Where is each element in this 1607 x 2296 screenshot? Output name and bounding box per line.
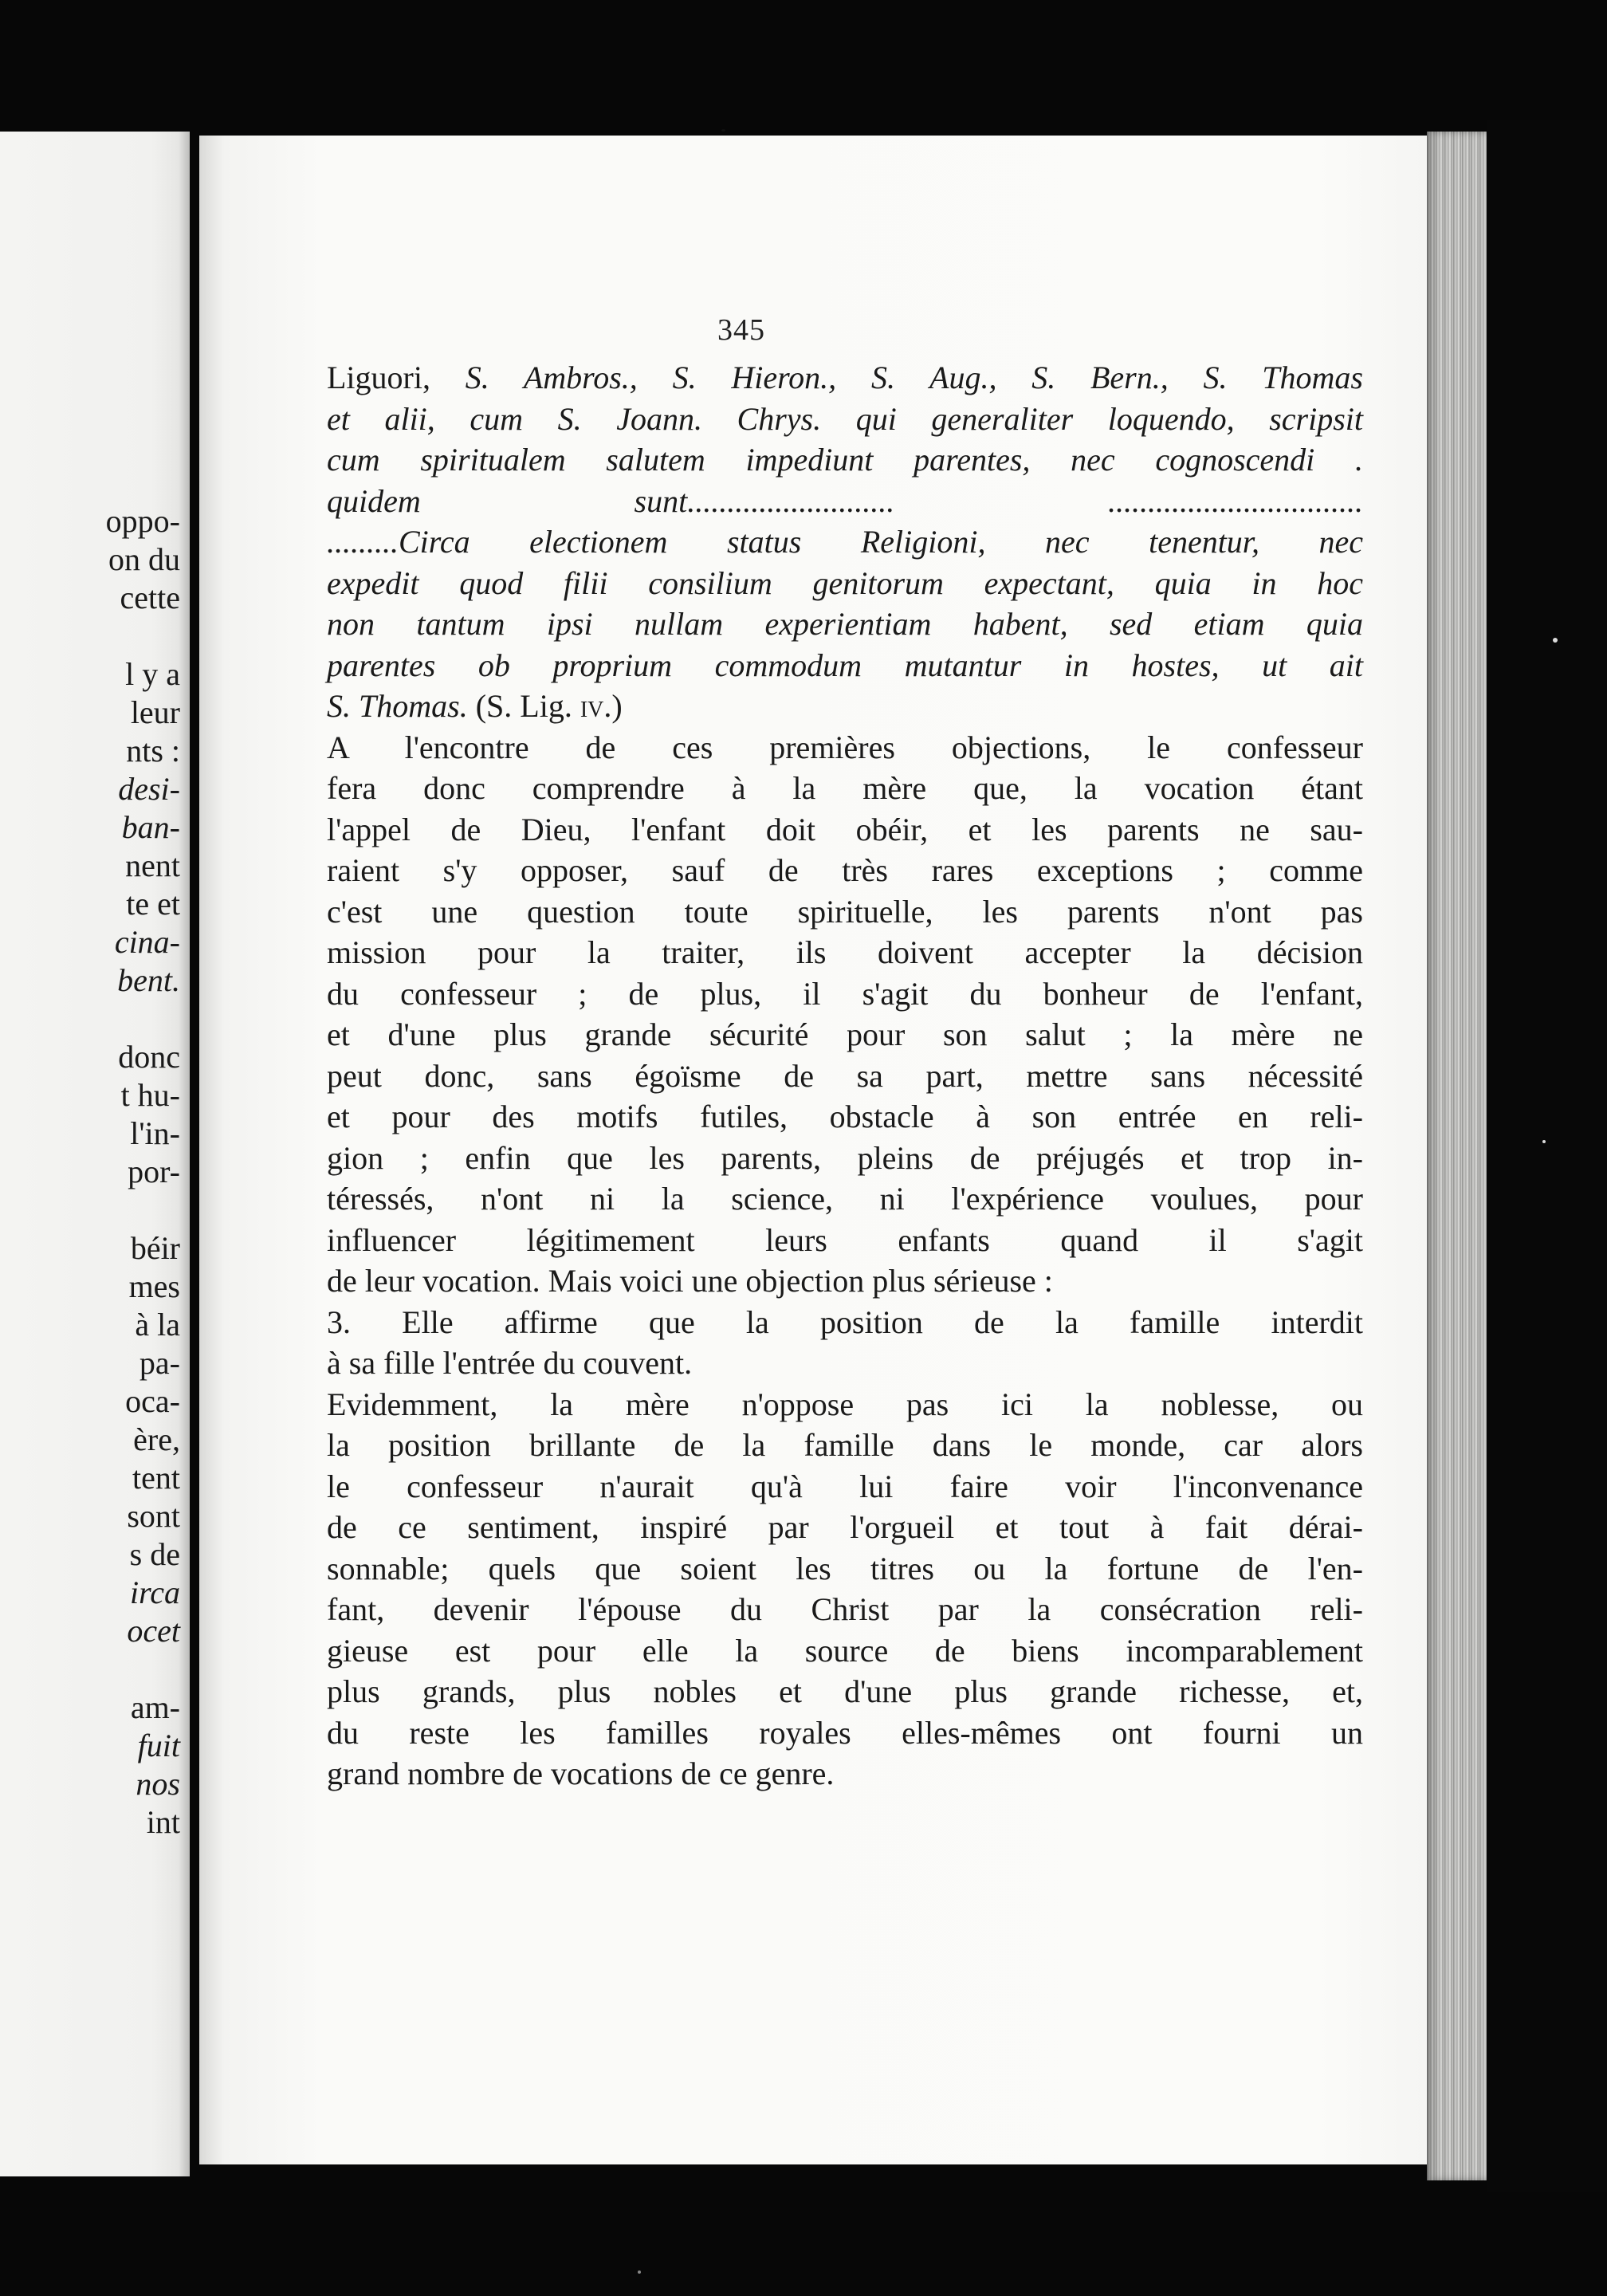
text-run: et alii, cum S. Joann. Chrys. qui generaliter loquendo, scripsit bbox=[327, 401, 1363, 437]
left-page-line: nts : bbox=[126, 733, 180, 769]
text-run: gion ; enfin que les parents, pleins de préjugés et trop in- bbox=[327, 1140, 1363, 1176]
text-run: 3. Elle affirme que la position de la famille interdit bbox=[327, 1304, 1363, 1340]
text-line bbox=[327, 768, 1363, 809]
text-line bbox=[327, 1712, 1363, 1754]
text-run: la position brillante de la famille dans le monde, car alors bbox=[327, 1427, 1363, 1463]
text-line bbox=[327, 1014, 1363, 1056]
text-run: fera donc comprendre à la mère que, la vocation étant bbox=[327, 770, 1363, 806]
text-run: fant, devenir l'épouse du Christ par la consécration reli- bbox=[327, 1591, 1363, 1627]
film-speck bbox=[1553, 638, 1558, 643]
text-run: à sa fille l'entrée du couvent. bbox=[327, 1345, 693, 1381]
text-run: expedit quod filii consilium genitorum expectant, quia in hoc bbox=[327, 565, 1363, 601]
text-run: A l'encontre de ces premières objections, le confesseur bbox=[327, 729, 1363, 765]
left-page-line: am- bbox=[130, 1689, 180, 1725]
text-line bbox=[327, 439, 1363, 481]
text-run: de ce sentiment, inspiré par l'orgueil et tout à fait dérai- bbox=[327, 1509, 1363, 1545]
left-page-line: desi- bbox=[118, 771, 180, 807]
text-run: influencer légitimement leurs enfants quand il s'agit bbox=[327, 1222, 1363, 1258]
text-line bbox=[327, 1548, 1363, 1590]
text-line bbox=[327, 1384, 1363, 1425]
left-page-line: nent bbox=[125, 847, 180, 883]
text-run: gieuse est pour elle la source de biens incomparablement bbox=[327, 1633, 1363, 1669]
text-line bbox=[327, 727, 1363, 769]
left-page-line: irca bbox=[130, 1575, 180, 1610]
film-speck bbox=[638, 2270, 641, 2274]
left-page-line: béir bbox=[130, 1230, 180, 1266]
text-run: (S. Lig. bbox=[475, 688, 580, 724]
film-speck bbox=[1542, 1140, 1546, 1143]
left-page-line: ocet bbox=[127, 1613, 180, 1649]
scan-margin bbox=[1487, 120, 1607, 2192]
left-page-line: mes bbox=[128, 1268, 180, 1304]
left-page-line: leur bbox=[130, 694, 180, 730]
text-line bbox=[327, 481, 1363, 522]
text-run: c'est une question toute spirituelle, les parents n'ont pas bbox=[327, 894, 1363, 930]
text-line bbox=[327, 1425, 1363, 1466]
text-line bbox=[327, 1671, 1363, 1712]
text-line bbox=[327, 357, 1363, 399]
text-run: cum spiritualem salutem impediunt parentes, nec cognoscendi . bbox=[327, 442, 1363, 478]
left-page-line: bent. bbox=[117, 962, 180, 998]
text-line bbox=[327, 686, 1363, 727]
text-run: le confesseur n'aurait qu'à lui faire voir l'inconvenance bbox=[327, 1468, 1363, 1504]
left-page bbox=[0, 132, 190, 2176]
text-line bbox=[327, 1343, 1363, 1384]
text-run: sonnable; quels que soient les titres ou la fortune de l'en- bbox=[327, 1551, 1363, 1586]
left-page-line: oppo- bbox=[105, 503, 180, 539]
left-page-line: sont bbox=[127, 1498, 180, 1534]
left-page-line: cette bbox=[120, 580, 180, 615]
text-run: mission pour la traiter, ils doivent accepter la décision bbox=[327, 934, 1363, 970]
text-line bbox=[327, 1138, 1363, 1179]
text-line bbox=[327, 1260, 1363, 1302]
text-run: non tantum ipsi nullam experientiam habent, sed etiam quia bbox=[327, 606, 1363, 642]
text-line bbox=[327, 850, 1363, 891]
text-line bbox=[327, 809, 1363, 851]
text-line bbox=[327, 1302, 1363, 1343]
text-run: .) bbox=[603, 688, 623, 724]
text-line bbox=[327, 973, 1363, 1015]
text-run: .........Circa electionem status Religioni, nec tenentur, nec bbox=[327, 524, 1363, 560]
text-run: l'appel de Dieu, l'enfant doit obéir, et les parents ne sau- bbox=[327, 812, 1363, 847]
text-line bbox=[327, 645, 1363, 686]
text-line bbox=[327, 1630, 1363, 1672]
text-run: du confesseur ; de plus, il s'agit du bonheur de l'enfant, bbox=[327, 976, 1363, 1012]
left-page-line: oca- bbox=[125, 1383, 180, 1419]
text-run: et pour des motifs futiles, obstacle à son entrée en reli- bbox=[327, 1099, 1363, 1134]
text-line bbox=[327, 1056, 1363, 1097]
text-run: parentes ob proprium commodum mutantur in hostes, ut ait bbox=[327, 647, 1363, 683]
text-line bbox=[327, 932, 1363, 973]
book-fore-edge bbox=[1427, 132, 1487, 2180]
text-run: de leur vocation. Mais voici une objection plus sérieuse : bbox=[327, 1263, 1053, 1299]
film-speck bbox=[721, 129, 725, 132]
text-run: grand nombre de vocations de ce genre. bbox=[327, 1755, 835, 1791]
text-line bbox=[327, 1178, 1363, 1220]
text-run: raient s'y opposer, sauf de très rares exceptions ; comme bbox=[327, 852, 1363, 888]
text-line bbox=[327, 521, 1363, 563]
left-page-line: por- bbox=[128, 1154, 180, 1189]
left-page-line: l y a bbox=[125, 656, 180, 692]
right-page bbox=[199, 136, 1443, 2164]
left-page-line: nos bbox=[136, 1766, 180, 1802]
text-line bbox=[327, 1589, 1363, 1630]
text-run: S. Thomas. bbox=[327, 688, 476, 724]
text-run: Evidemment, la mère n'oppose pas ici la noblesse, ou bbox=[327, 1386, 1363, 1422]
text-run: téressés, n'ont ni la science, ni l'expérience voulues, pour bbox=[327, 1181, 1363, 1217]
text-line bbox=[327, 603, 1363, 645]
left-page-line: te et bbox=[126, 886, 180, 922]
page-number: 345 bbox=[717, 313, 765, 347]
text-line bbox=[327, 1507, 1363, 1548]
left-page-line: l'in- bbox=[130, 1115, 180, 1151]
left-page-line: s de bbox=[129, 1536, 180, 1572]
left-page-line: pa- bbox=[139, 1345, 180, 1381]
left-page-line: on du bbox=[108, 541, 180, 577]
text-run: et d'une plus grande sécurité pour son salut ; la mère ne bbox=[327, 1016, 1363, 1052]
left-page-line: ban- bbox=[121, 809, 180, 845]
text-run: quidem sunt.......................... ................................ bbox=[327, 483, 1363, 519]
left-page-line: donc bbox=[118, 1039, 180, 1075]
text-line bbox=[327, 399, 1363, 440]
left-page-line: ère, bbox=[133, 1421, 180, 1457]
left-page-line: int bbox=[146, 1804, 180, 1840]
text-run: plus grands, plus nobles et d'une plus grande richesse, et, bbox=[327, 1673, 1363, 1709]
text-line bbox=[327, 1220, 1363, 1261]
text-line bbox=[327, 1466, 1363, 1508]
left-page-line: tent bbox=[132, 1460, 180, 1496]
text-run: du reste les familles royales elles-mêmes ont fourni un bbox=[327, 1715, 1363, 1751]
text-run: Liguori, bbox=[327, 360, 466, 395]
text-line bbox=[327, 1753, 1363, 1795]
text-line bbox=[327, 563, 1363, 604]
left-page-line: fuit bbox=[137, 1728, 180, 1763]
text-run: S. Ambros., S. Hieron., S. Aug., S. Bern., S. Thomas bbox=[465, 360, 1364, 395]
left-page-line: t hu- bbox=[120, 1077, 180, 1113]
text-run: peut donc, sans égoïsme de sa part, mettre sans nécessité bbox=[327, 1058, 1363, 1094]
text-run: iv bbox=[580, 688, 604, 724]
text-line bbox=[327, 1096, 1363, 1138]
left-page-line: à la bbox=[135, 1307, 180, 1343]
text-line bbox=[327, 891, 1363, 933]
left-page-line: cina- bbox=[114, 924, 180, 960]
